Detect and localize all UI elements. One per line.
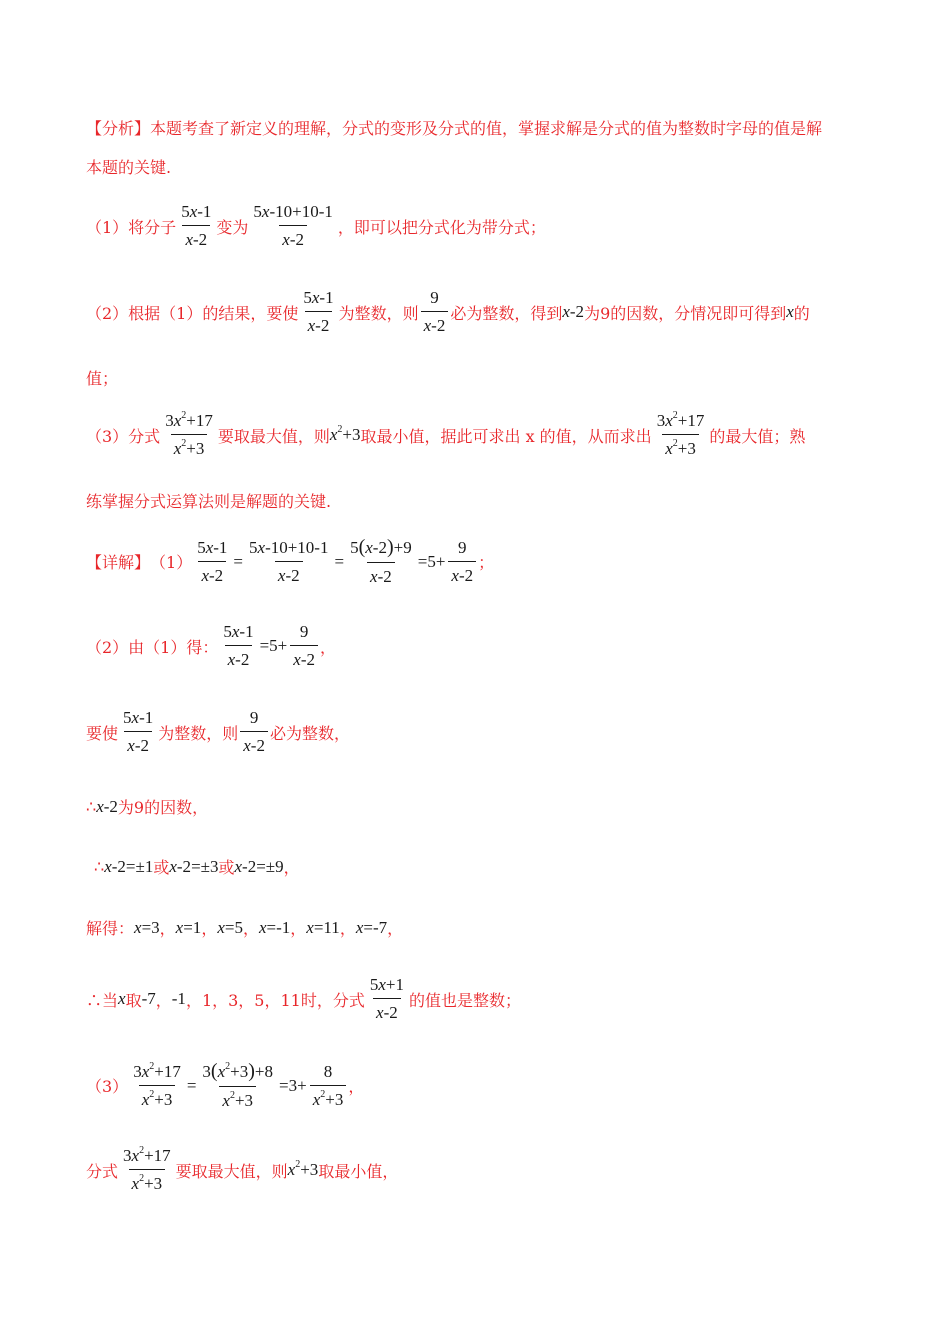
plus3: +3 — [325, 1089, 344, 1109]
text: （3）分式 — [86, 426, 161, 446]
analysis-tag: 【分析】 — [86, 119, 151, 138]
plus3: +3 — [677, 439, 696, 458]
text: 要取最大值，则 — [175, 1161, 288, 1181]
text: 分式 — [86, 1161, 119, 1181]
expr-x-2: x-2 — [562, 302, 585, 321]
denominator: x-2 — [275, 561, 303, 586]
detail-line-4 — [86, 795, 208, 818]
denominator: x-2 — [448, 561, 476, 586]
text: （1） — [150, 553, 193, 572]
detail-line-8 — [86, 1060, 364, 1111]
fraction-5x-1-over-x-2 — [194, 538, 230, 586]
analysis-intro-cont: 本题的关键. — [86, 158, 172, 177]
text: （3） — [86, 1077, 129, 1096]
text: 练掌握分式运算法则是解题的关键. — [86, 492, 332, 511]
or: 或 — [218, 858, 235, 877]
numerator: 9 — [430, 288, 439, 307]
equals-3-plus: =3+ — [279, 1075, 307, 1095]
plus3: +3 — [300, 1160, 319, 1179]
fraction-9-over-x-2 — [448, 538, 476, 586]
fraction-9-over-x-2 — [290, 622, 318, 670]
fraction-8-over-x2-3 — [310, 1062, 347, 1110]
detail-line-9 — [86, 1146, 398, 1194]
equals: = — [233, 551, 244, 571]
plus17: +17 — [154, 1061, 181, 1081]
numerator: 5x-1 — [197, 537, 228, 557]
solution-5: x=11 — [306, 917, 340, 937]
sep: ， — [201, 919, 218, 938]
denominator: $x^2+3$ — [129, 1169, 166, 1194]
plus3: +3 — [234, 1091, 254, 1110]
value-neg7: -7 — [141, 989, 156, 1008]
denominator: x-2 — [279, 225, 307, 250]
numerator: $3(x^2+3)+8$ — [202, 1060, 273, 1082]
text: ， — [283, 858, 300, 877]
denominator: x-2 — [198, 561, 226, 586]
numerator: 5(x-2)+9 — [350, 536, 412, 558]
numerator: 9 — [249, 708, 259, 727]
numerator: 5x-1 — [123, 708, 154, 727]
text: 为9的因数， — [117, 798, 209, 817]
sep: ， — [242, 919, 259, 938]
fraction-3x2-17-over-x2-3 — [120, 1146, 174, 1194]
fraction-5x-1-over-x-2 — [120, 708, 156, 756]
text: ； — [478, 553, 495, 572]
plus9: +9 — [393, 538, 412, 557]
denominator: x-2 — [290, 645, 318, 670]
plus3: +3 — [342, 425, 361, 444]
denominator: x-2 — [373, 998, 401, 1023]
numerator: 5x-1 — [303, 288, 334, 307]
numerator: 8 — [323, 1061, 333, 1081]
expr-pm1: =±1 — [125, 856, 154, 876]
plus3: +3 — [154, 1089, 173, 1109]
plus17: +17 — [677, 411, 705, 430]
text: 值； — [86, 369, 119, 388]
numerator: $3x^2+17$ — [123, 1145, 171, 1165]
expr-pm9: =±9 — [256, 856, 284, 876]
fraction-5x-1-over-x-2 — [300, 288, 336, 336]
text: 为整数，则 — [338, 303, 419, 323]
analysis-line-7 — [86, 489, 331, 512]
text: （1）将分子 — [86, 217, 177, 237]
fraction-9-over-x-2 — [240, 708, 268, 756]
detail-line-7 — [86, 975, 521, 1023]
solution-1: x=3 — [134, 917, 160, 937]
text: 的 — [793, 303, 810, 323]
denominator: $x^2+3$ — [662, 434, 699, 459]
equals: = — [334, 551, 345, 571]
plus17: +17 — [144, 1146, 171, 1165]
expr-pm3: =±3 — [191, 856, 219, 876]
analysis-line-1 — [86, 116, 822, 139]
text: 取最小值，据此可求出 x 的值，从而求出 — [360, 426, 652, 446]
numerator: 9 — [299, 622, 309, 641]
plus8: +8 — [254, 1062, 273, 1081]
plus17: +17 — [186, 411, 213, 430]
denominator: x-2 — [240, 731, 268, 756]
fraction-3x2-17-over-x2-3 — [162, 411, 216, 459]
solution-4: x=-1 — [258, 917, 291, 937]
text: ， — [320, 637, 337, 657]
expr-x-2: x-2 — [169, 856, 192, 876]
analysis-line-2 — [86, 155, 171, 178]
fraction-factored — [347, 536, 415, 587]
numerator: 5x-1 — [181, 202, 212, 221]
numerator: 5x-10+10-1 — [253, 202, 333, 221]
numerator: $3x^2+17$ — [165, 410, 213, 430]
text: （2）根据（1）的结果，要使 — [86, 303, 299, 323]
denominator: $x^2+3$ — [139, 1085, 176, 1110]
val: =-7 — [363, 917, 388, 937]
denominator: x-2 — [124, 731, 152, 756]
fraction-3x2-17-over-x2-3 — [130, 1062, 184, 1110]
detail-line-1 — [86, 536, 494, 587]
text: ， — [348, 1077, 365, 1096]
denominator: x-2 — [421, 311, 449, 336]
detail-line-2 — [86, 622, 336, 670]
solution-2: x=1 — [175, 917, 202, 937]
text: 的最大值；熟 — [709, 426, 806, 446]
denominator: $x^2+3$ — [219, 1086, 256, 1111]
val: =3 — [141, 917, 160, 937]
fraction-factored — [199, 1060, 276, 1111]
sep: ， — [339, 919, 356, 938]
text: 变为 — [216, 217, 249, 237]
text: ，1，3，5，11时，分式 — [185, 990, 365, 1010]
sep: ， — [387, 919, 404, 938]
fraction-expanded — [250, 202, 335, 250]
value-neg1: -1 — [171, 989, 186, 1008]
denominator: x-2 — [182, 225, 210, 250]
plus3: +3 — [186, 439, 205, 458]
text: 必为整数，得到 — [450, 303, 563, 323]
solution-3: x=5 — [217, 917, 243, 937]
fraction-5x-1-over-x-2 — [178, 202, 214, 250]
detail-line-6 — [86, 916, 403, 939]
val: =1 — [183, 917, 202, 937]
text: 解得： — [86, 919, 135, 938]
equals-5-plus: =5+ — [417, 551, 446, 571]
fraction-5x+1-over-x-2 — [367, 975, 407, 1023]
fraction-3x2-17-over-x2-3 — [654, 411, 708, 459]
text: 要取最大值，则 — [217, 426, 330, 446]
therefore: ∴ — [86, 797, 97, 816]
text: ，即可以把分式化为带分式； — [337, 217, 546, 237]
val: =11 — [313, 917, 340, 937]
denominator: x-2 — [305, 311, 333, 336]
analysis-line-3 — [86, 202, 546, 250]
expr-x2-3: $x^2+3$ — [329, 424, 361, 444]
text: 的值也是整数； — [408, 990, 521, 1010]
expr-x2-3: $x^2+3$ — [287, 1159, 319, 1179]
numerator: 5x-1 — [223, 622, 254, 641]
sep: ， — [159, 919, 176, 938]
text: 要使 — [86, 723, 119, 743]
text: 取最小值， — [318, 1161, 399, 1181]
text: 必为整数， — [269, 723, 350, 743]
therefore: ∴ — [94, 857, 105, 876]
fraction-9-over-x-2 — [421, 288, 449, 336]
text: 取 — [125, 990, 142, 1010]
sep: ， — [290, 919, 307, 938]
denominator: $x^2+3$ — [310, 1085, 347, 1110]
analysis-line-6 — [86, 411, 805, 459]
solution-6: x=-7 — [355, 917, 388, 937]
or: 或 — [153, 858, 170, 877]
val: =5 — [224, 917, 243, 937]
numerator: $3x^2+17$ — [133, 1060, 181, 1081]
analysis-line-5 — [86, 366, 118, 389]
equals: = — [186, 1075, 197, 1095]
expr-x-2: x-2 — [234, 856, 257, 876]
numerator: 5x+1 — [369, 975, 404, 994]
detail-line-3 — [86, 708, 350, 756]
denominator: x-2 — [367, 562, 395, 587]
var-x: x — [118, 989, 126, 1008]
fraction-expanded — [246, 538, 331, 586]
analysis-intro: 本题考查了新定义的理解，分式的变形及分式的值，掌握求解是分式的值为整数时字母的值是解 — [150, 119, 823, 138]
denominator: x-2 — [225, 645, 253, 670]
detail-tag: 【详解】 — [86, 553, 151, 572]
text: 为整数，则 — [158, 723, 239, 743]
plus3: +3 — [144, 1174, 163, 1193]
equals-5-plus: =5+ — [259, 636, 288, 655]
analysis-line-4 — [86, 288, 810, 336]
fraction-5x-1-over-x-2 — [220, 622, 256, 670]
text: ， — [155, 990, 172, 1010]
expr-x-2: x-2 — [96, 796, 118, 816]
val: =-1 — [266, 917, 291, 937]
expr-x-2: x-2 — [104, 856, 126, 876]
numerator: $3x^2+17$ — [656, 410, 705, 430]
text: （2）由（1）得： — [86, 637, 219, 657]
text: ∴当 — [86, 990, 119, 1010]
numerator: 5x-10+10-1 — [249, 537, 329, 557]
detail-line-5 — [94, 855, 300, 878]
text: 为9的因数，分情况即可得到 — [584, 303, 787, 323]
numerator: 9 — [458, 537, 467, 557]
var-x: x — [786, 302, 794, 321]
denominator: $x^2+3$ — [171, 434, 208, 459]
